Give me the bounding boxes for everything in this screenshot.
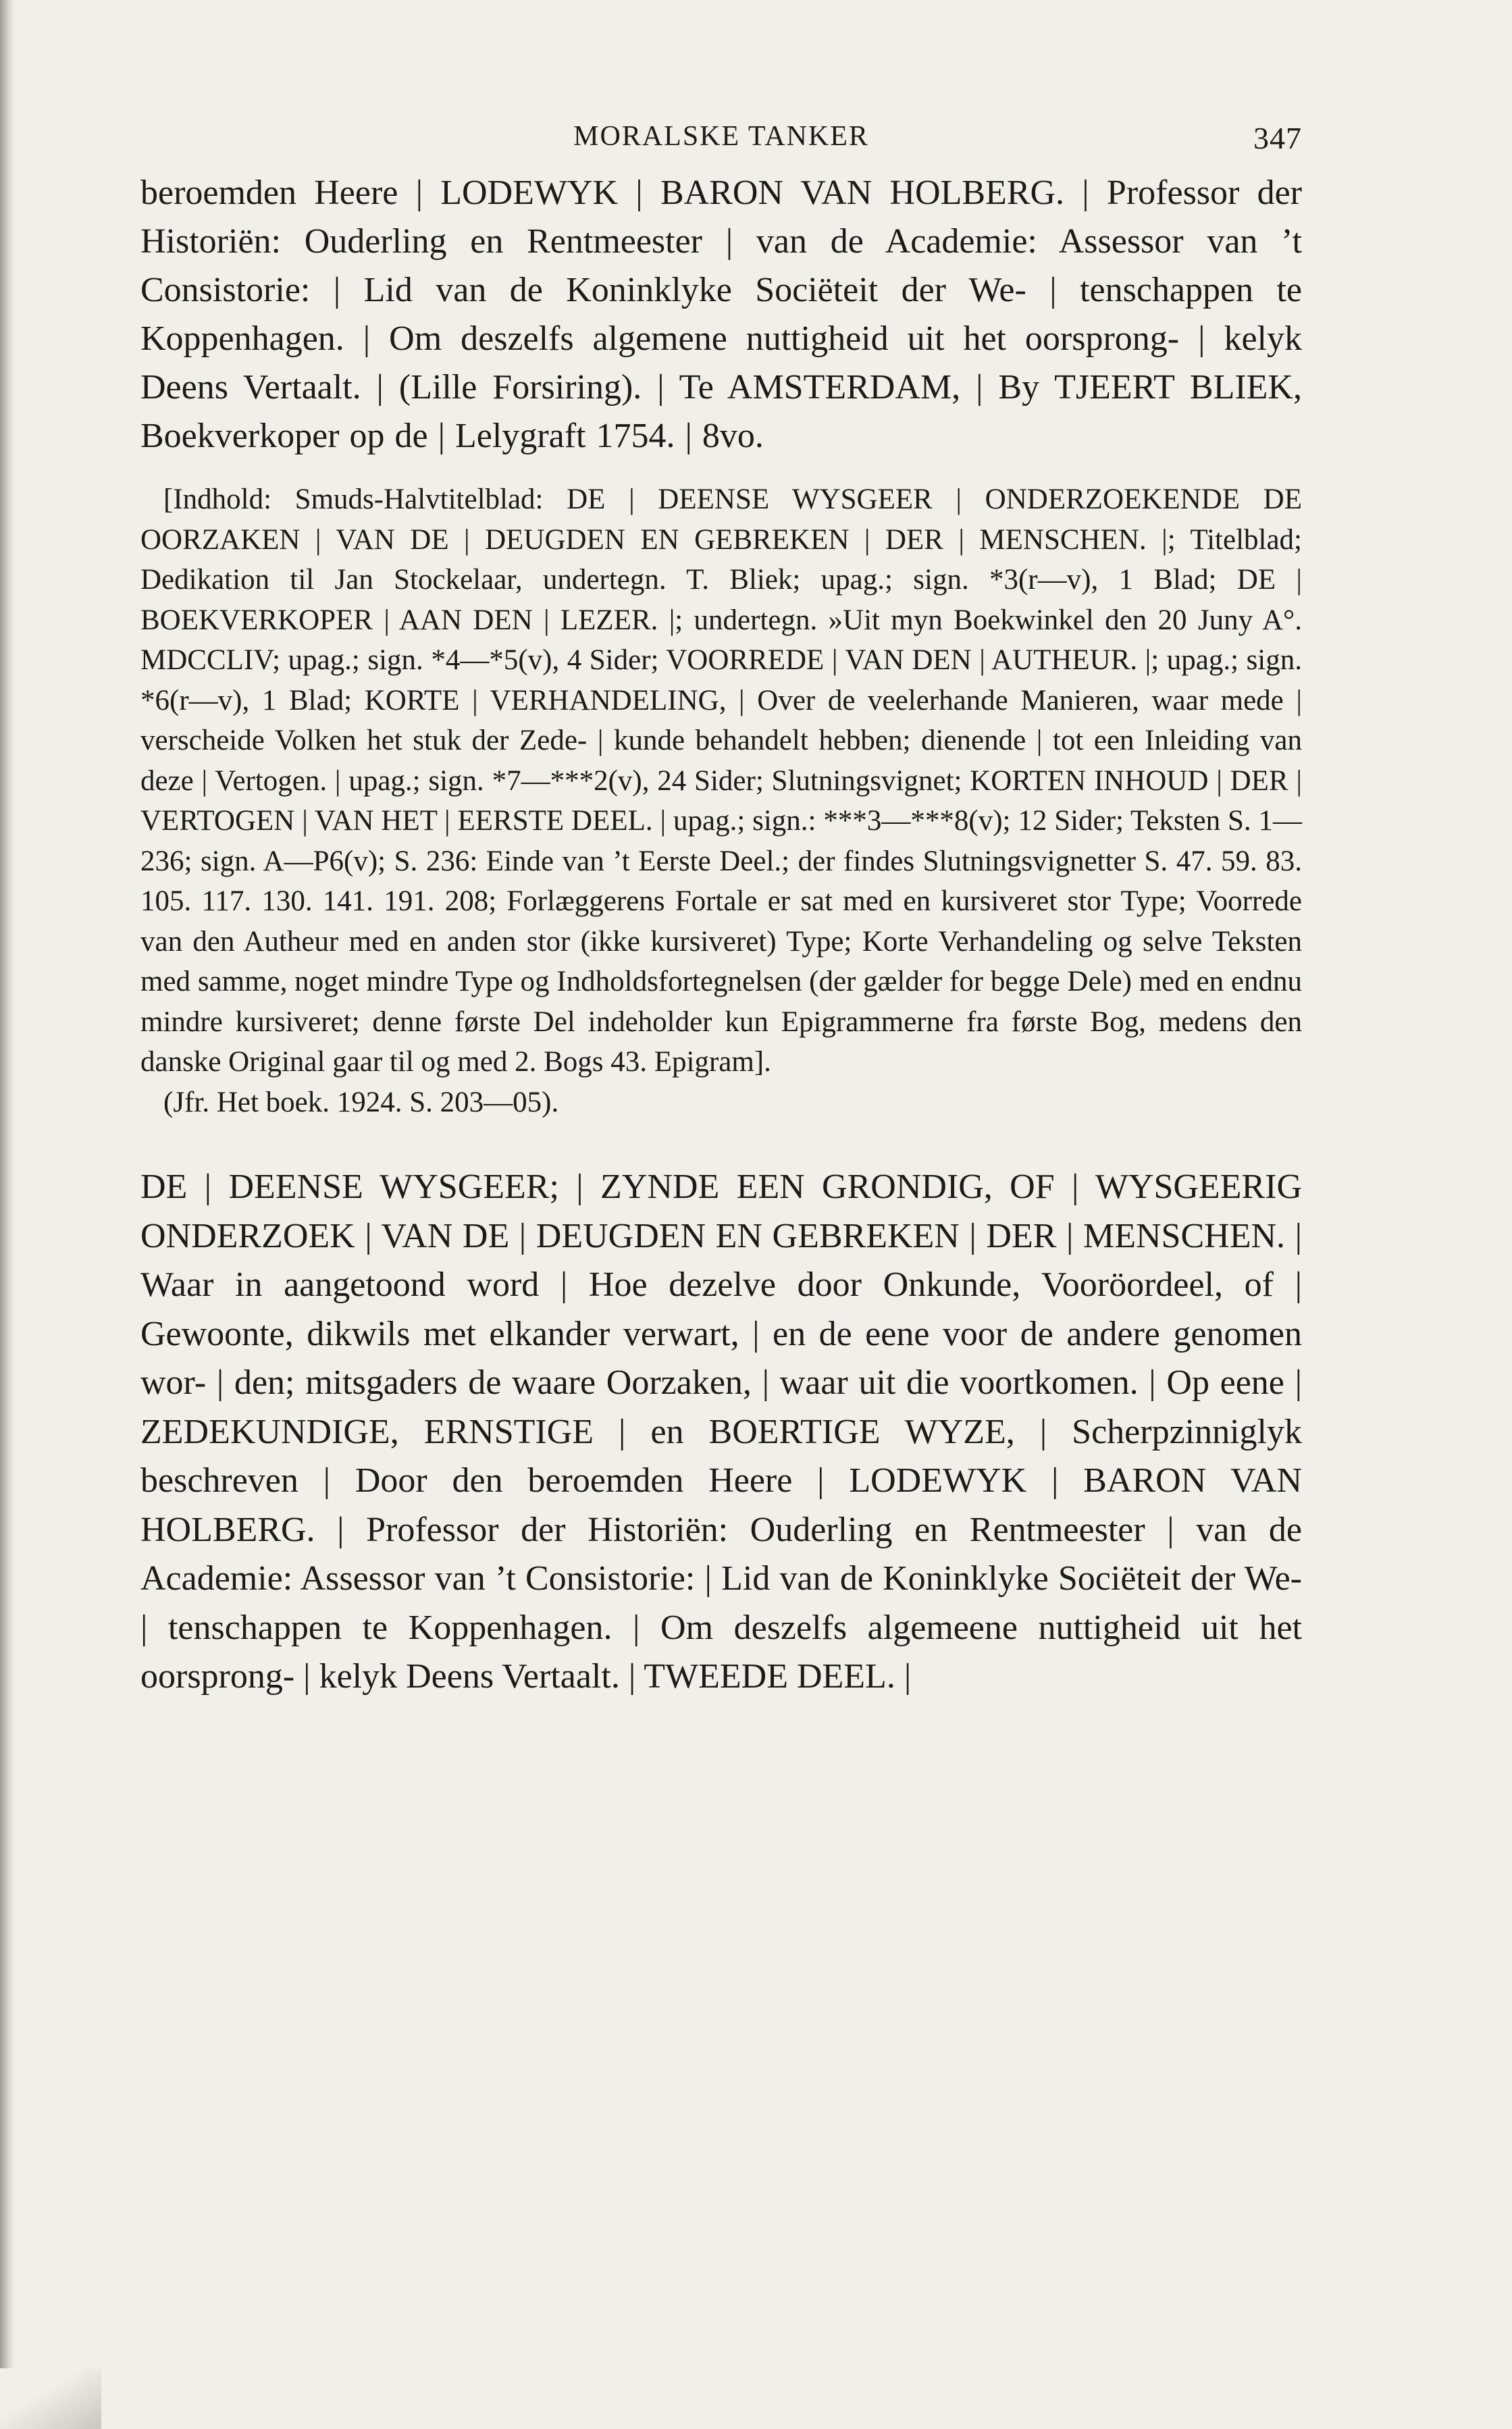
- contents-description: [140, 479, 1302, 1122]
- bibliographic-entry-two: [140, 1163, 1302, 1702]
- entry-one-text: beroemden Heere | LODEWYK | BARON VAN HOLBERG. | Professor der Historiën: Ouderling en Rentmeester | van de Academie: Assessor van ’t Consistorie: | Lid van de Koninklyke Sociëteit der We- | tenschappen te Koppenhagen. | Om deszelfs algemene nuttigheid uit het oorsprong- | kelyk Deens Vertaalt. | (Lille Forsiring). | Te AMSTERDAM, | By TJEERT BLIEK, Boekverkoper op de | Lelygraft 1754. | 8vo.: [140, 174, 1302, 455]
- entry-two-text: DE | DEENSE WYSGEER; | ZYNDE EEN GRONDIG, OF | WYSGEERIG ONDERZOEK | VAN DE | DEUGDEN EN GEBREKEN | DER | MENSCHEN. | Waar in aangetoond word | Hoe dezelve door Onkunde, Vooröordeel, of | Gewoonte, dikwils met elkander verwart, | en de eene voor de andere genomen wor- | den; mitsgaders de waare Oorzaken, | waar uit die voortkomen. | Op eene | ZEDEKUNDIGE, ERNSTIGE | en BOERTIGE WYZE, | Scherpzinniglyk beschreven | Door den beroemden Heere | LODEWYK | BARON VAN HOLBERG. | Professor der Historiën: Ouderling en Rentmeester | van de Academie: Assessor van ’t Consistorie: | Lid van de Koninklyke Sociëteit der We- | tenschappen te Koppenhagen. | Om deszelfs algemeene nuttigheid uit het oorsprong- | kelyk Deens Vertaalt. | TWEEDE DEEL. |: [140, 1168, 1302, 1696]
- reference-note: (Jfr. Het boek. 1924. S. 203—05).: [163, 1086, 559, 1118]
- running-head: [140, 115, 1302, 162]
- contents-text: [Indhold: Smuds-Halvtitelblad: DE | DEENSE WYSGEER | ONDERZOEKENDE DE OORZAKEN | VAN DE | DEUGDEN EN GEBREKEN | DER | MENSCHEN. |; Titelblad; Dedikation til Jan Stockelaar, undertegn. T. Bliek; upag.; sign. *3(r—v), 1 Blad; DE | BOEKVERKOPER | AAN DEN | LEZER. |; undertegn. »Uit myn Boekwinkel den 20 Juny A°. MDCCLIV; upag.; sign. *4—*5(v), 4 Sider; VOORREDE | VAN DEN | AUTHEUR. |; upag.; sign. *6(r—v), 1 Blad; KORTE | VERHANDELING, | Over de veelerhande Manieren, waar mede | verscheide Volken het stuk der Zede- | kunde behandelt hebben; dienende | tot een Inleiding van deze | Vertogen. | upag.; sign. *7—***2(v), 24 Sider; Slutningsvignet; KORTEN INHOUD | DER | VERTOGEN | VAN HET | EERSTE DEEL. | upag.; sign.: ***3—***8(v); 12 Sider; Teksten S. 1—236; sign. A—P6(v); S. 236: Einde van ’t Eerste Deel.; der findes Slutningsvignetter S. 47. 59. 83. 105. 117. 130. 141. 191. 208; Forlæggerens Fortale er sat med en kursiveret stor Type; Voorrede van den Autheur med en anden stor (ikke kursiveret) Type; Korte Verhandeling og selve Teksten med samme, noget mindre Type og Indholdsfortegnelsen (der gælder for begge Dele) med en endnu mindre kursiveret; denne første Del indeholder kun Epigrammerne fra første Bog, medens den danske Original gaar til og med 2. Bogs 43. Epigram].: [140, 484, 1302, 1078]
- page-edge-shadow: [0, 0, 15, 2429]
- page-corner-shadow: [0, 2368, 101, 2429]
- book-page: [140, 115, 1302, 1702]
- running-head-title: MORALSKE TANKER: [573, 121, 869, 152]
- bibliographic-entry-one: [140, 169, 1302, 461]
- page-number: 347: [1253, 121, 1302, 155]
